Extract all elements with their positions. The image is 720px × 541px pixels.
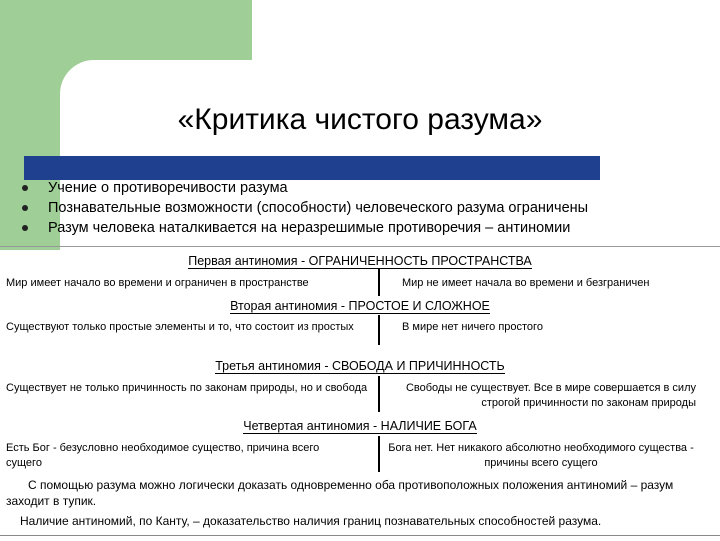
antinomy-1-title: Первая антиномия - ОГРАНИЧЕННОСТЬ ПРОСТРАНСТВА	[188, 254, 532, 268]
antinomy-3-separator	[378, 376, 380, 412]
antinomy-3-thesis: Существует не только причинность по законам природы, но и свобода	[6, 382, 368, 394]
antinomy-1-thesis: Мир имеет начало во времени и ограничен в пространстве	[6, 277, 309, 289]
antinomy-1-antithesis: Мир не имеет начала во времени и безграничен	[402, 277, 650, 289]
bullet-dot-icon	[22, 205, 28, 211]
conclusion-text: С помощью разума можно логически доказать одновременно оба противоположных положения антиномий – разум заходит в тупик.	[6, 478, 674, 508]
bullet-item: Познавательные возможности (способности) человеческого разума ограничены	[20, 198, 588, 218]
bottom-divider	[0, 535, 720, 536]
antinomy-3-title: Третья антиномия - СВОБОДА И ПРИЧИННОСТЬ	[215, 359, 505, 373]
antinomy-1-separator	[378, 268, 380, 296]
bullet-item: Учение о противоречивости разума	[20, 178, 588, 198]
bullet-dot-icon	[22, 225, 28, 231]
bullet-list	[20, 178, 588, 238]
bullet-dot-icon	[22, 185, 28, 191]
conclusion-final-text: Наличие антиномий, по Канту, – доказательство наличия границ познавательных способностей разума.	[20, 514, 602, 528]
antinomy-2-title: Вторая антиномия - ПРОСТОЕ И СЛОЖНОЕ	[230, 299, 490, 313]
antinomy-3-antithesis: Свободы не существует. Все в мире совершается в силу строгой причинности по законам природы	[405, 382, 696, 409]
antinomy-4-title: Четвертая антиномия - НАЛИЧИЕ БОГА	[243, 419, 477, 433]
antinomy-4-thesis: Есть Бог - безусловно необходимое существо, причина всего сущего	[6, 442, 320, 469]
antinomy-2-separator	[378, 315, 380, 345]
slide-title: «Критика чистого разума»	[177, 103, 543, 136]
antinomy-4-separator	[378, 436, 380, 472]
antinomy-2-antithesis: В мире нет ничего простого	[402, 321, 543, 333]
bullet-item: Разум человека наталкивается на неразрешимые противоречия – антиномии	[20, 218, 588, 238]
title-underline-bar	[24, 156, 600, 180]
antinomy-2-thesis: Существуют только простые элементы и то, что состоит из простых	[6, 321, 354, 333]
antinomy-4-antithesis: Бога нет. Нет никакого абсолютно необходимого существа - причины всего сущего	[388, 442, 694, 469]
